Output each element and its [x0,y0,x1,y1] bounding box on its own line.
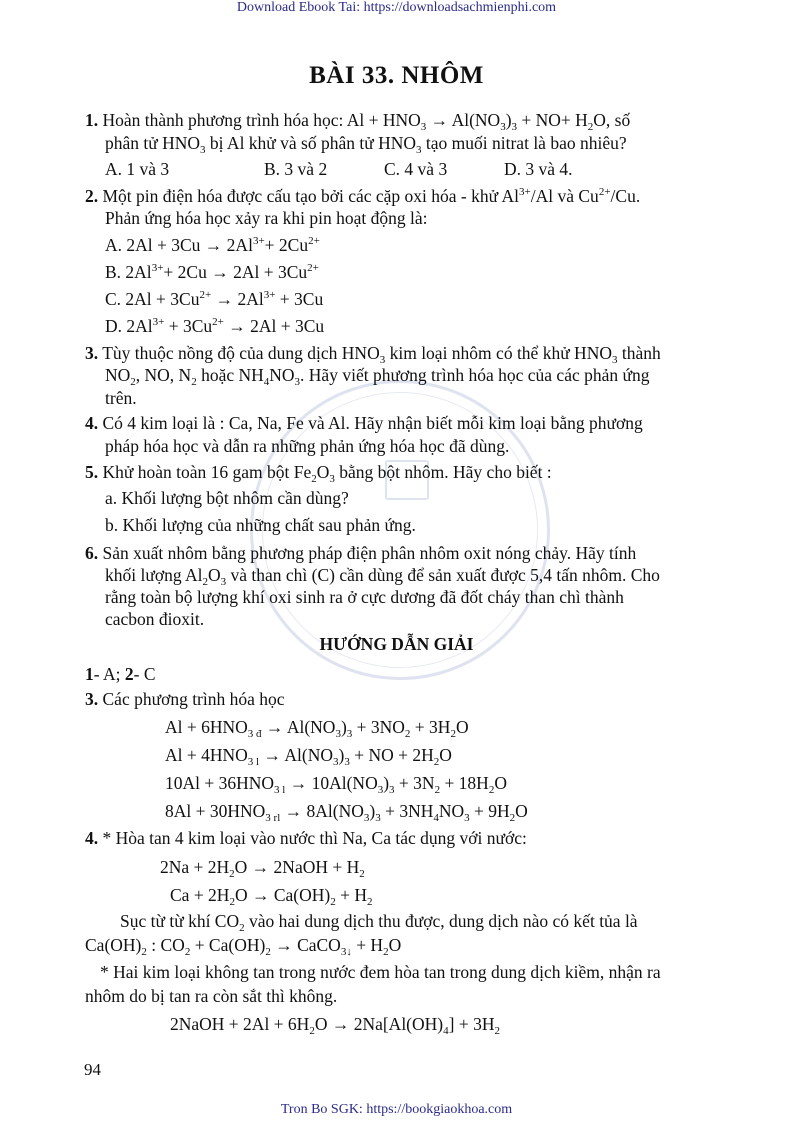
equation-4: $8Al + 30HNO_{3 rl} \to 8Al(NO_3)_3 + 3NH_4NO_3 + 9H_2O$ [165,801,528,824]
q6-line4: cacbon đioxit. [105,609,205,629]
answer-4-para4: nhôm do bị tan ra còn sắt thì không. [85,986,338,1006]
q5-number: 5. [85,462,99,482]
answer-4-para3: * Hai kim loại không tan trong nước đem hòa tan trong dung dịch kiềm, nhận ra [100,962,661,982]
q5-part-a: a. Khối lượng bột nhôm cần dùng? [105,488,349,508]
q1-option-a: A. 1 và 3 [105,159,170,179]
q1-option-c: C. 4 và 3 [384,159,448,179]
page-number: 94 [84,1060,101,1079]
q3-number: 3. [85,343,99,363]
q6-line2: khối lượng $Al_2O_3$ và than chì (C) cần dùng để sản xuất được 5,4 tấn nhôm. Cho [105,565,660,588]
q6-number: 6. [85,543,99,563]
q2-option-b: B. $2Al^{3+}+ 2Cu \to 2Al + 3Cu^{2+}$ [105,262,319,282]
q1-option-d: D. 3 và 4. [504,159,573,179]
answer-4-para2: $Ca(OH)_2$ : $CO_2 + Ca(OH)_2$ → CaCO$_{3↓}$ + $H_2O$ [85,935,402,958]
answer-4-eq1: $2Na + 2H_2O$ → 2NaOH + $H_2$ [160,857,365,880]
answer-4-para1: Sục từ từ khí $CO_2$ vào hai dung dịch thu được, dung dịch nào có kết tủa là [120,911,638,934]
q2-line1: 2. Một pin điện hóa được cấu tạo bởi các cặp oxi hóa - khử $Al^{3+}/Al$ và $Cu^{2+}/Cu$. [85,186,641,206]
answer-4-line1: 4. * Hòa tan 4 kim loại vào nước thì Na, Ca tác dụng với nước: [85,828,527,848]
equation-1: $Al + 6HNO_{3 đ} \to Al(NO_3)_3 + 3NO_2 + 3H_2O$ [165,717,469,740]
q2-option-c: C. $2Al + 3Cu^{2+} \to 2Al^{3+} + 3Cu$ [105,289,324,309]
q3-line3: trên. [105,388,137,408]
q6-line1: 6. Sản xuất nhôm bằng phương pháp điện phân nhôm oxit nóng chảy. Hãy tính [85,543,637,563]
q1-number: 1. [85,110,99,130]
answer-4-eq3: 2NaOH + $2Al + 6H_2O \to 2Na[Al(OH)_4] + 3H_2$ [170,1014,500,1037]
page-title: BÀI 33. NHÔM [309,62,484,89]
answer-4-eq2: $Ca + 2H_2O \to Ca(OH)_2 + H_2$ [170,885,373,908]
q5-part-b: b. Khối lượng của những chất sau phản ứng. [105,515,416,535]
equation-2: $Al + 4HNO_{3 l} \to Al(NO_3)_3$ + NO + $2H_2O$ [165,745,452,768]
q4-line2: pháp hóa học và dẫn ra những phản ứng hóa học đã dùng. [105,436,510,456]
q1-line1: 1. Hoàn thành phương trình hóa học: $Al + HNO_3 \to Al(NO_3)_3 + NO+ H_2O$, số [85,110,631,133]
q3-line2: $NO_2$, NO, $N_2$ hoặc $NH_4NO_3$. Hãy viết phương trình hóa học của các phản ứng [105,365,650,388]
q1-line2: phân tử $HNO_3$ bị Al khử và số phân tử $HNO_3$ tạo muối nitrat là bao nhiêu? [105,133,627,156]
q2-number: 2. [85,186,99,206]
answer-3-title: 3. Các phương trình hóa học [85,689,285,709]
q1-option-b: B. 3 và 2 [264,159,328,179]
q4-number: 4. [85,413,99,433]
section-title: HƯỚNG DẪN GIẢI [319,634,474,654]
q4-line1: 4. Có 4 kim loại là : Ca, Na, Fe và Al. Hãy nhận biết mỗi kim loại bằng phương [85,413,643,433]
q3-line1: 3. Tùy thuộc nồng độ của dung dịch $HNO_3$ kim loại nhôm có thể khử $HNO_3$ thành [85,343,661,366]
equation-3: $10Al + 36HNO_{3 l} \to 10Al(NO_3)_3 + 3N_2 + 18H_2O$ [165,773,507,796]
q2-line2: Phản ứng hóa học xảy ra khi pin hoạt động là: [105,208,428,228]
q5-line1: 5. Khử hoàn toàn 16 gam bột $Fe_2O_3$ bằng bột nhôm. Hãy cho biết : [85,462,552,485]
header-link[interactable]: Download Ebook Tai: https://downloadsachmienphi.com [236,0,557,15]
q6-line3: rằng toàn bộ lượng khí oxi sinh ra ở cực dương đã đốt cháy than chì thành [105,587,624,607]
answer-1-2: 1- A; 2- C [85,664,156,684]
q2-option-d: D. $2Al^{3+} + 3Cu^{2+} \to 2Al + 3Cu$ [105,316,325,336]
footer-link[interactable]: Tron Bo SGK: https://bookgiaokhoa.com [280,1102,513,1117]
q2-option-a: A. $2Al + 3Cu \to 2Al^{3+}+ 2Cu^{2+}$ [105,235,320,255]
